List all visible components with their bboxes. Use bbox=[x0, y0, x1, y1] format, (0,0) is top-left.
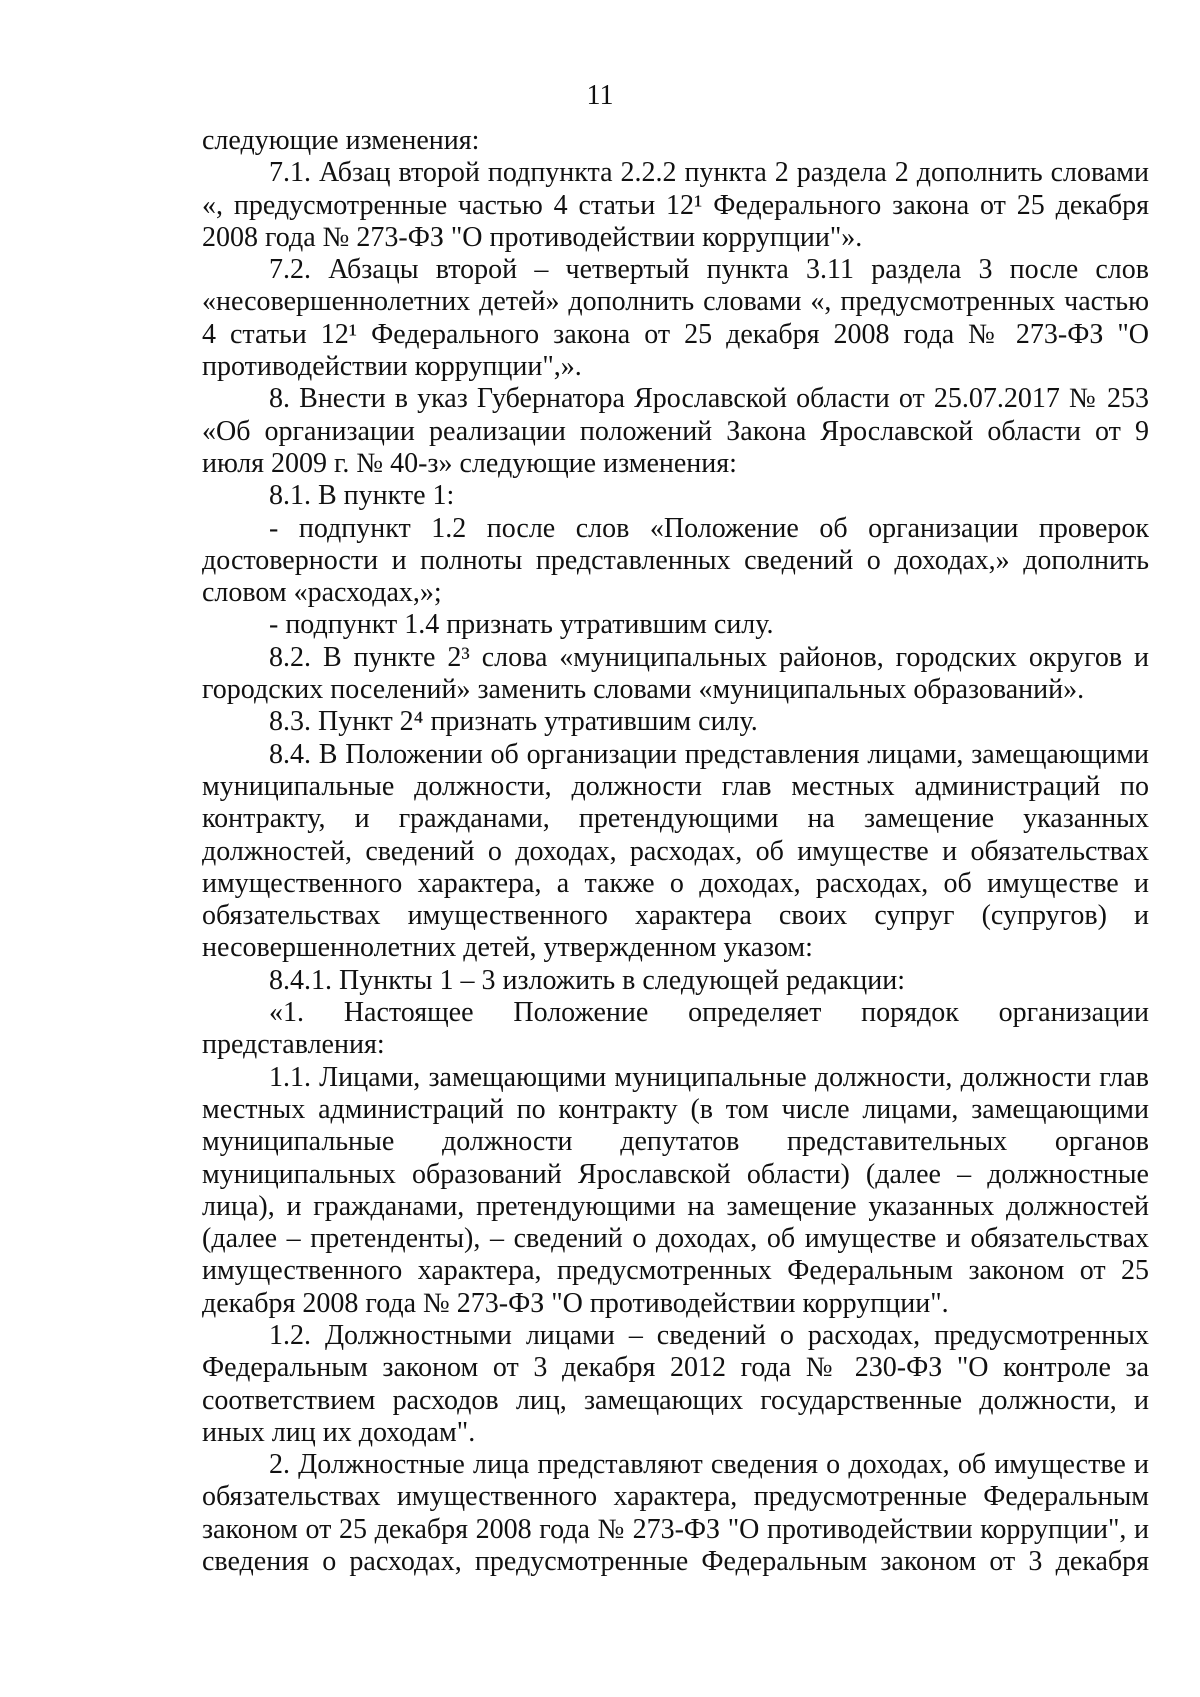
paragraph: 8.1. В пункте 1: bbox=[269, 480, 455, 512]
paragraph: 1.2. Должностными лицами – сведений о расходах, предусмотренных Федеральным законом от 3 декабря 2012 года № 230-ФЗ "О контроле за соответствием расходов лиц, замещающих государственные должности, и иных лиц их доходам". bbox=[202, 1319, 1149, 1448]
paragraph: 8. Внести в указ Губернатора Ярославской области от 25.07.2017 № 253 «Об организации реализации положений Закона Ярославской области от 9 июля 2009 г. № 40-з» следующие изменения: bbox=[202, 383, 1149, 479]
paragraph: 8.2. В пункте 2³ слова «муниципальных районов, городских округов и городских поселений» заменить словами «муниципальных образований». bbox=[202, 641, 1149, 706]
page-number: 11 bbox=[586, 80, 614, 111]
paragraph: 1.1. Лицами, замещающими муниципальные должности, должности глав местных администраций по контракту (в том числе лицами, замещающими муниципальные должности депутатов представительных органов муниципальных образований Ярославской области) (далее – должностные лица), и гражданами, претендующими на замещение указанных должностей (далее – претенденты), – сведений о доходах, об имуществе и обязательствах имущественного характера, предусмотренных Федеральным законом от 25 декабря 2008 года № 273-ФЗ "О противодействии коррупции". bbox=[202, 1061, 1149, 1319]
paragraph: 7.2. Абзацы второй – четвертый пункта 3.11 раздела 3 после слов «несовершеннолетних детей» дополнить словами «, предусмотренных частью 4 статьи 12¹ Федерального закона от 25 декабря 2008 года № 273-ФЗ "О противодействии коррупции",». bbox=[202, 254, 1149, 383]
paragraph: следующие изменения: bbox=[202, 125, 480, 156]
paragraph: «1. Настоящее Положение определяет порядок организации представления: bbox=[202, 997, 1149, 1061]
paragraph: 8.4.1. Пункты 1 – 3 изложить в следующей редакции: bbox=[269, 964, 906, 996]
paragraph: - подпункт 1.2 после слов «Положение об организации проверок достоверности и полноты представленных сведений о доходах,» дополнить словом «расходах,»; bbox=[202, 512, 1149, 609]
paragraph: 8.3. Пункт 2⁴ признать утратившим силу. bbox=[269, 706, 758, 738]
paragraph: - подпункт 1.4 признать утратившим силу. bbox=[269, 609, 774, 641]
paragraph: 8.4. В Положении об организации представления лицами, замещающими муниципальные должности, должности глав местных администраций по контракту, и гражданами, претендующими на замещение указанных должностей, сведений о доходах, расходах, об имуществе и обязательствах имущественного характера, а также о доходах, расходах, об имуществе и обязательствах имущественного характера своих супруг (супругов) и несовершеннолетних детей, утвержденном указом: bbox=[202, 738, 1149, 964]
paragraph: 2. Должностные лица представляют сведения о доходах, об имуществе и обязательствах имущественного характера, предусмотренные Федеральным законом от 25 декабря 2008 года № 273-ФЗ "О противодействии коррупции", и сведения о расходах, предусмотренные Федеральным законом от 3 декабря bbox=[202, 1449, 1149, 1578]
paragraph: 7.1. Абзац второй подпункта 2.2.2 пункта 2 раздела 2 дополнить словами «, предусмотренные частью 4 статьи 12¹ Федерального закона от 25 декабря 2008 года № 273-ФЗ "О противодействии коррупции"». bbox=[202, 157, 1149, 253]
document-body bbox=[202, 125, 1149, 1578]
